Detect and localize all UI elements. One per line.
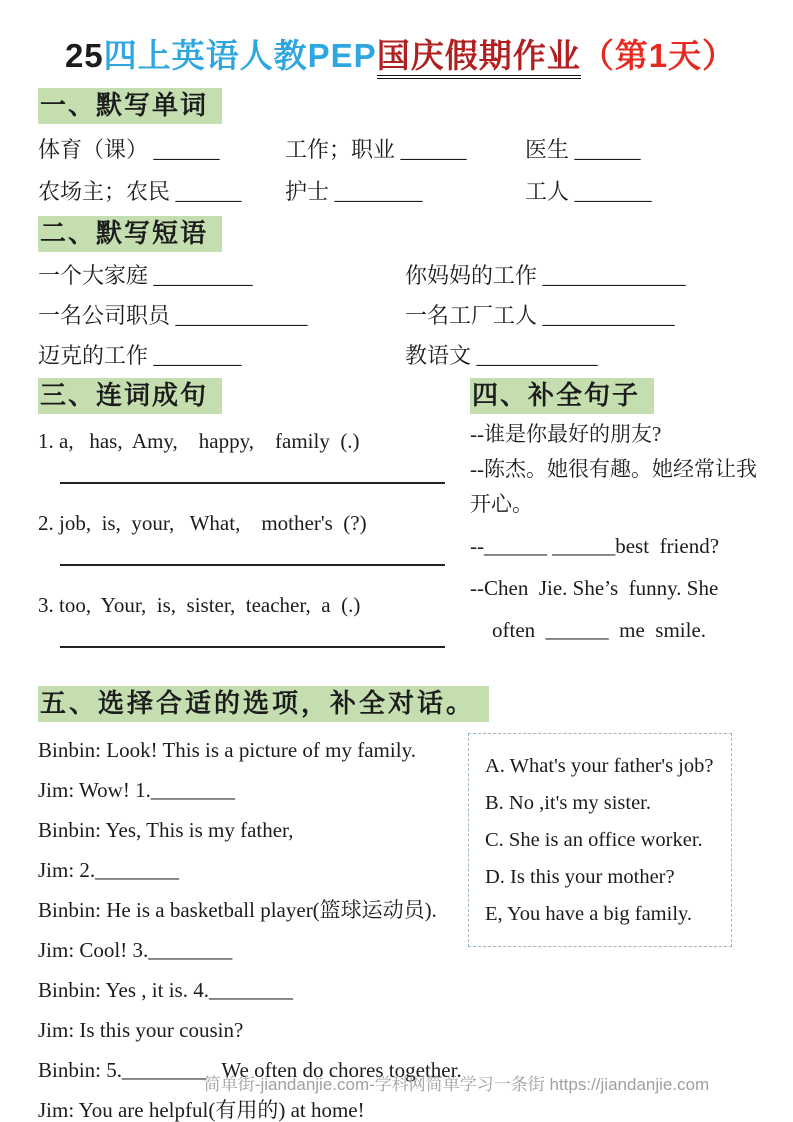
title-course: 四上英语人教PEP <box>103 37 377 74</box>
dialogue-line: Binbin: Look! This is a picture of my family. <box>38 738 416 762</box>
word-item: 工作；职业 ______ <box>285 137 467 162</box>
watermark-footer: 简单街-jiandanjie.com-学科网简单学习一条街 https://jiandanjie.com <box>203 1075 710 1094</box>
unscramble-question: 1. a, has, Amy, happy, family (.) <box>38 429 360 453</box>
dialogue-line: Jim: Is this your cousin? <box>38 1018 244 1042</box>
option-a: A. What's your father's job? <box>485 755 714 777</box>
dialogue-line: Jim: Wow! 1.________ <box>38 778 235 802</box>
phrase-item: 一名工厂工人 ____________ <box>405 303 675 328</box>
answer-blank-line <box>60 564 445 566</box>
dialogue-line: Jim: You are helpful(有用的) at home! <box>38 1098 365 1122</box>
dialogue-line: Binbin: 5.________ We often do chores together. <box>38 1058 462 1082</box>
section-write-words <box>38 88 763 208</box>
section-unscramble <box>38 378 470 672</box>
section-1-heading: 一、默写单词 <box>38 88 222 124</box>
dialogue-line: Jim: Cool! 3.________ <box>38 938 233 962</box>
option-d: D. Is this your mother? <box>485 866 675 888</box>
word-item: 护士 ________ <box>285 179 423 204</box>
section-2-heading: 二、默写短语 <box>38 216 222 252</box>
sentence-line: --Chen Jie. She’s funny. She <box>470 576 719 600</box>
unscramble-question: 2. job, is, your, What, mother's (?) <box>38 511 367 535</box>
dialogue-line: Binbin: Yes , it is. 4.________ <box>38 978 293 1002</box>
sentence-line: --陈杰。她很有趣。她经常让我 <box>470 457 757 481</box>
sentence-line: --谁是你最好的朋友? <box>470 422 662 446</box>
words-row <box>38 133 763 166</box>
unscramble-question: 3. too, Your, is, sister, teacher, a (.) <box>38 593 361 617</box>
option-e: E, You have a big family. <box>485 903 693 925</box>
options-box <box>468 733 732 947</box>
phrase-item: 你妈妈的工作 _____________ <box>405 263 686 288</box>
section-4-heading: 四、补全句子 <box>470 378 654 414</box>
word-item: 体育（课） ______ <box>38 137 220 162</box>
section-5-heading: 五、选择合适的选项，补全对话。 <box>38 686 489 722</box>
answer-blank-line <box>60 482 445 484</box>
sentence-line: --______ ______best friend? <box>470 534 720 558</box>
sentence-line: often ______ me smile. <box>492 618 707 642</box>
answer-blank-line <box>60 646 445 648</box>
phrase-item: 教语文 ___________ <box>405 343 598 368</box>
words-row <box>38 175 763 208</box>
title-number: 25 <box>64 37 104 74</box>
title-holiday-homework: 国庆假期作业 <box>377 37 581 79</box>
word-item: 工人 _______ <box>525 179 652 204</box>
section-write-phrases <box>38 216 763 372</box>
section-3-4-columns <box>38 378 763 672</box>
option-b: B. No ,it's my sister. <box>485 792 652 814</box>
option-c: C. She is an office worker. <box>485 829 703 851</box>
dialogue-line: Jim: 2.________ <box>38 858 180 882</box>
title-day: （第1天） <box>580 37 737 74</box>
page-title <box>38 34 763 78</box>
phrases-row <box>38 259 763 292</box>
section-3-heading: 三、连词成句 <box>38 378 222 414</box>
phrase-item: 一个大家庭 _________ <box>38 263 253 288</box>
section-complete-sentences <box>470 378 763 672</box>
dialogue-line: Binbin: He is a basketball player(篮球运动员). <box>38 898 437 922</box>
phrase-item: 迈克的工作 ________ <box>38 343 242 368</box>
phrase-item: 一名公司职员 ____________ <box>38 303 308 328</box>
word-item: 医生 ______ <box>525 137 641 162</box>
phrases-row <box>38 339 763 372</box>
dialogue-line: Binbin: Yes, This is my father, <box>38 818 294 842</box>
word-item: 农场主；农民 ______ <box>38 179 242 204</box>
phrases-row <box>38 299 763 332</box>
sentence-line: 开心。 <box>470 492 533 516</box>
